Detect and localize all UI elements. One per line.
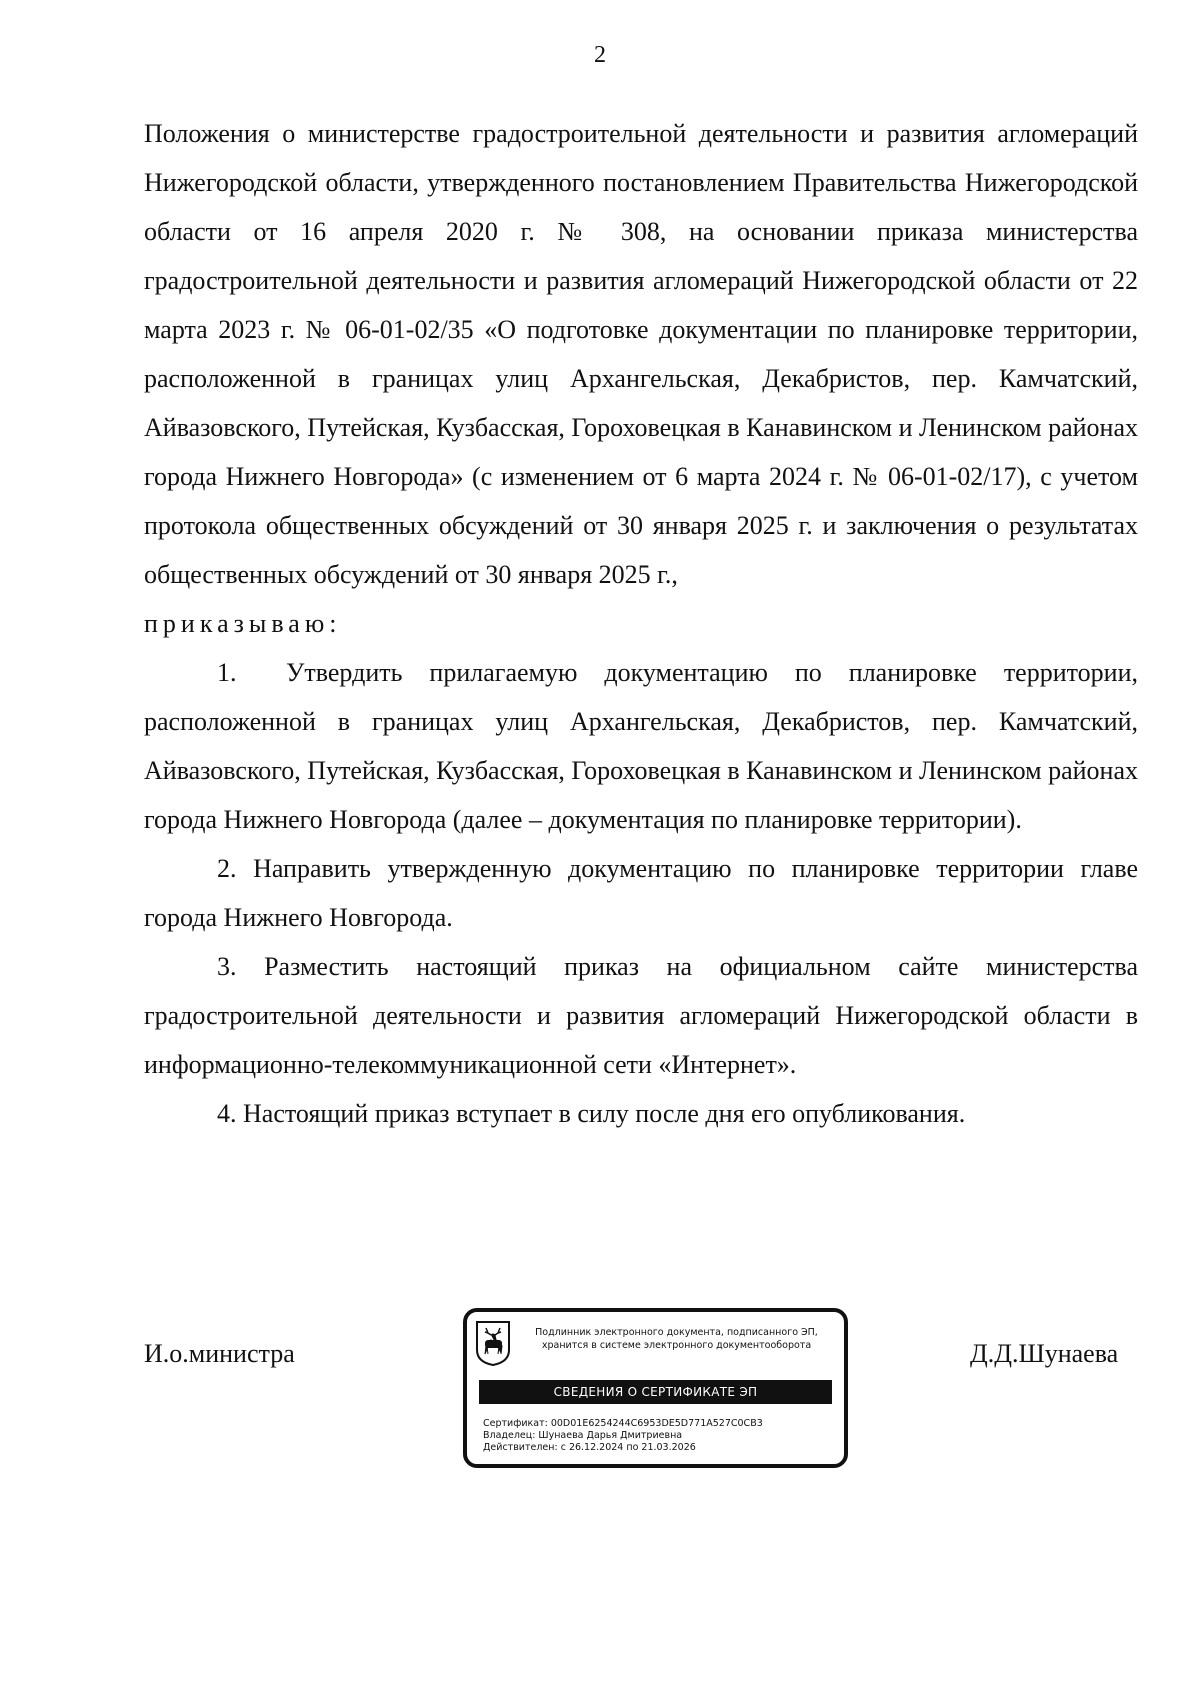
certificate-number: Сертификат: 00D01E6254244C6953DE5D771A527C0CB3 [483,1418,763,1429]
deer-coat-of-arms-icon [475,1320,511,1366]
document-body [144,109,1138,1138]
signatory-position: И.о.министра [144,1339,295,1368]
stamp-note [517,1326,836,1352]
item-number: 1. [217,658,237,687]
stamp-note-line-1: Подлинник электронного документа, подписанного ЭП, [535,1327,818,1338]
order-item-2 [144,844,1138,942]
signatory-name: Д.Д.Шунаева [970,1339,1119,1368]
order-word: приказываю: [144,609,342,638]
item-text: Разместить настоящий приказ на официальном сайте министерства градостроительной деятельности и развития агломераций Нижегородской области в информационно-телекоммуникационной сети «Интернет». [144,952,1139,1079]
page-number: 2 [594,42,606,68]
item-number: 3. [217,952,237,981]
order-item-1 [144,648,1138,844]
certificate-owner: Владелец: Шунаева Дарья Дмитриевна [483,1430,683,1441]
stamp-note-line-2: хранится в системе электронного документооборота [541,1340,812,1351]
stamp-details [483,1418,834,1454]
stamp-title-bar: СВЕДЕНИЯ О СЕРТИФИКАТЕ ЭП [479,1380,832,1404]
stamp-header [475,1320,836,1380]
electronic-signature-stamp [463,1308,848,1468]
item-text: Утвердить прилагаемую документацию по планировке территории, расположенной в границах улиц Архангельская, Декабристов, пер. Камчатский, Айвазовского, Путейская, Кузбасская, Гороховецкая в Канавинском и Ленинском районах города Нижнего Новгорода (далее – документация по планировке территории). [144,658,1138,834]
certificate-validity: Действителен: с 26.12.2024 по 21.03.2026 [483,1442,696,1453]
order-item-3 [144,942,1138,1089]
order-item-4 [144,1089,1138,1138]
item-number: 2. [217,854,237,883]
item-number: 4. [217,1099,237,1128]
item-text: Направить утвержденную документацию по планировке территории главе города Нижнего Новгорода. [144,854,1139,932]
intro-paragraph: Положения о министерстве градостроительной деятельности и развития агломераций Нижегородской области, утвержденного постановлением Правительства Нижегородской области от 16 апреля 2020 г. № 308, на основании приказа министерства градостроительной деятельности и развития агломераций Нижегородской области от 22 марта 2023 г. № 06-01-02/35 «О подготовке документации по планировке территории, расположенной в границах улиц Архангельская, Декабристов, пер. Камчатский, Айвазовского, Путейская, Кузбасская, Гороховецкая в Канавинском и Ленинском районах города Нижнего Новгорода» (с изменением от 6 марта 2024 г. № 06-01-02/17), с учетом протокола общественных обсуждений от 30 января 2025 г. и заключения о результатах общественных обсуждений от 30 января 2025 г., [144,119,1138,589]
item-text: Настоящий приказ вступает в силу после дня его опубликования. [243,1099,966,1128]
